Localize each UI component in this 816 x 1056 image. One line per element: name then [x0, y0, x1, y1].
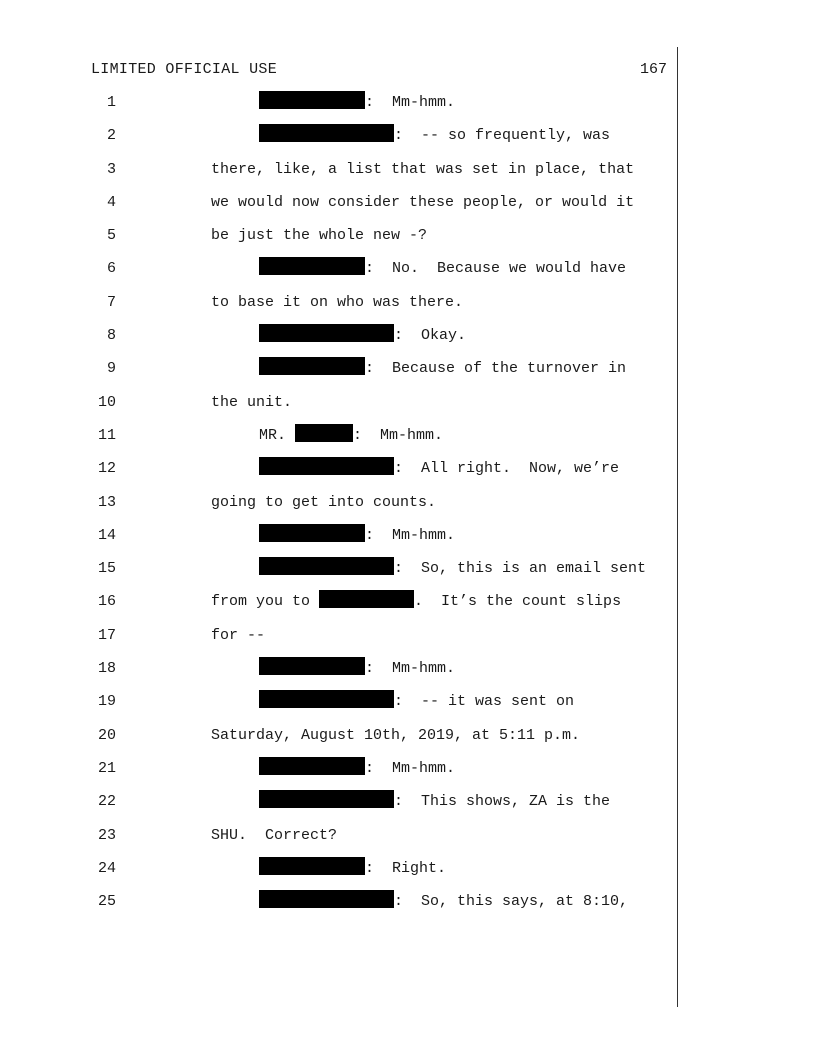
line-text: : Mm-hmm.: [365, 759, 456, 777]
speaker-utterance: [259, 654, 455, 684]
transcript-line: [0, 88, 816, 121]
speaker-utterance: [259, 787, 610, 817]
speaker-utterance: [259, 88, 455, 118]
speaker-utterance: [259, 521, 455, 551]
transcript-line: [0, 354, 816, 387]
redaction-block: [259, 557, 394, 575]
speaker-utterance: [259, 454, 619, 484]
speaker-utterance: [259, 421, 443, 451]
line-text: : This shows, ZA is the: [394, 793, 611, 811]
line-text: . It’s the count slips: [414, 593, 622, 611]
line-text: to base it on who was there.: [211, 293, 464, 311]
speaker-utterance: [259, 354, 626, 384]
line-number: 9: [106, 360, 116, 378]
redaction-block: [259, 124, 394, 142]
speaker-utterance: [259, 321, 466, 351]
line-text: for --: [211, 626, 266, 644]
line-text: we would now consider these people, or would it: [211, 193, 635, 211]
line-number: 5: [106, 227, 116, 245]
transcript-line: [0, 254, 816, 287]
transcript-line: [0, 787, 816, 820]
redaction-block: [295, 424, 353, 442]
continuation-text: [211, 488, 436, 518]
speaker-utterance: [259, 554, 646, 584]
line-text: : Mm-hmm.: [353, 426, 444, 444]
line-number: 21: [97, 759, 116, 777]
continuation-text: [211, 388, 292, 418]
continuation-text: [211, 587, 621, 617]
redaction-block: [259, 324, 394, 342]
redaction-block: [259, 657, 365, 675]
continuation-text: [211, 221, 427, 251]
transcript-line: [0, 554, 816, 587]
transcript-line: [0, 454, 816, 487]
page-number: 167: [639, 61, 667, 78]
line-number: 24: [97, 859, 116, 877]
line-text: : All right. Now, we’re: [394, 460, 620, 478]
line-text: going to get into counts.: [211, 493, 437, 511]
line-number: 15: [97, 560, 116, 578]
redaction-block: [259, 857, 365, 875]
line-number: 8: [106, 327, 116, 345]
redaction-block: [259, 91, 365, 109]
line-text: there, like, a list that was set in place, that: [211, 160, 635, 178]
line-number: 20: [97, 726, 116, 744]
line-text: : -- it was sent on: [394, 693, 575, 711]
line-text: : Because of the turnover in: [365, 360, 627, 378]
transcript-line: [0, 821, 816, 854]
line-text: the unit.: [211, 393, 293, 411]
classification-header: LIMITED OFFICIAL USE: [91, 61, 278, 78]
line-number: 12: [97, 460, 116, 478]
transcript-line: [0, 654, 816, 687]
transcript-line: [0, 155, 816, 188]
line-text: : Okay.: [394, 327, 467, 345]
continuation-text: [211, 621, 265, 651]
transcript-line: [0, 121, 816, 154]
transcript-line: [0, 587, 816, 620]
line-number: 6: [106, 260, 116, 278]
line-number: 13: [97, 493, 116, 511]
line-number: 7: [106, 293, 116, 311]
redaction-block: [259, 790, 394, 808]
transcript-line: [0, 288, 816, 321]
transcript-line: [0, 488, 816, 521]
redaction-block: [259, 357, 365, 375]
continuation-text: [211, 721, 580, 751]
transcript-line: [0, 221, 816, 254]
speaker-utterance: [259, 687, 574, 717]
line-text: Saturday, August 10th, 2019, at 5:11 p.m.: [211, 726, 581, 744]
redaction-block: [319, 590, 414, 608]
line-number: 4: [106, 193, 116, 211]
line-text: : No. Because we would have: [365, 260, 627, 278]
transcript-line: [0, 854, 816, 887]
speaker-utterance: [259, 887, 628, 917]
redaction-block: [259, 890, 394, 908]
continuation-text: [211, 155, 634, 185]
speaker-utterance: [259, 254, 626, 284]
line-number: 10: [97, 393, 116, 411]
line-number: 23: [97, 826, 116, 844]
line-number: 2: [106, 127, 116, 145]
line-text: : So, this says, at 8:10,: [394, 893, 629, 911]
line-text: : -- so frequently, was: [394, 127, 611, 145]
transcript-line: [0, 188, 816, 221]
line-text-before: from you to: [211, 593, 320, 611]
speaker-utterance: [259, 754, 455, 784]
transcript-line: [0, 321, 816, 354]
transcript-line: [0, 687, 816, 720]
transcript-line: [0, 388, 816, 421]
redaction-block: [259, 257, 365, 275]
redaction-block: [259, 457, 394, 475]
line-number: 14: [97, 526, 116, 544]
line-number: 25: [97, 893, 116, 911]
line-text: : Mm-hmm.: [365, 94, 456, 111]
continuation-text: [211, 188, 634, 218]
transcript-line: [0, 621, 816, 654]
line-text: : So, this is an email sent: [394, 560, 647, 578]
transcript-line: [0, 887, 816, 920]
continuation-text: [211, 288, 463, 318]
speaker-utterance: [259, 854, 446, 884]
redaction-block: [259, 524, 365, 542]
transcript-line: [0, 754, 816, 787]
speaker-prefix: MR.: [259, 426, 296, 444]
line-number: 1: [106, 94, 116, 111]
line-number: 3: [106, 160, 116, 178]
line-text: SHU. Correct?: [211, 826, 338, 844]
transcript-lines: [0, 88, 816, 920]
line-number: 11: [97, 426, 116, 444]
transcript-line: [0, 421, 816, 454]
line-text: : Mm-hmm.: [365, 526, 456, 544]
transcript-line: [0, 521, 816, 554]
line-text: : Mm-hmm.: [365, 660, 456, 678]
redaction-block: [259, 757, 365, 775]
line-number: 22: [97, 793, 116, 811]
speaker-utterance: [259, 121, 610, 151]
transcript-line: [0, 721, 816, 754]
line-text: : Right.: [365, 859, 447, 877]
line-text: be just the whole new -?: [211, 227, 428, 245]
line-number: 17: [97, 626, 116, 644]
line-number: 18: [97, 660, 116, 678]
redaction-block: [259, 690, 394, 708]
continuation-text: [211, 821, 337, 851]
line-number: 16: [97, 593, 116, 611]
line-number: 19: [97, 693, 116, 711]
